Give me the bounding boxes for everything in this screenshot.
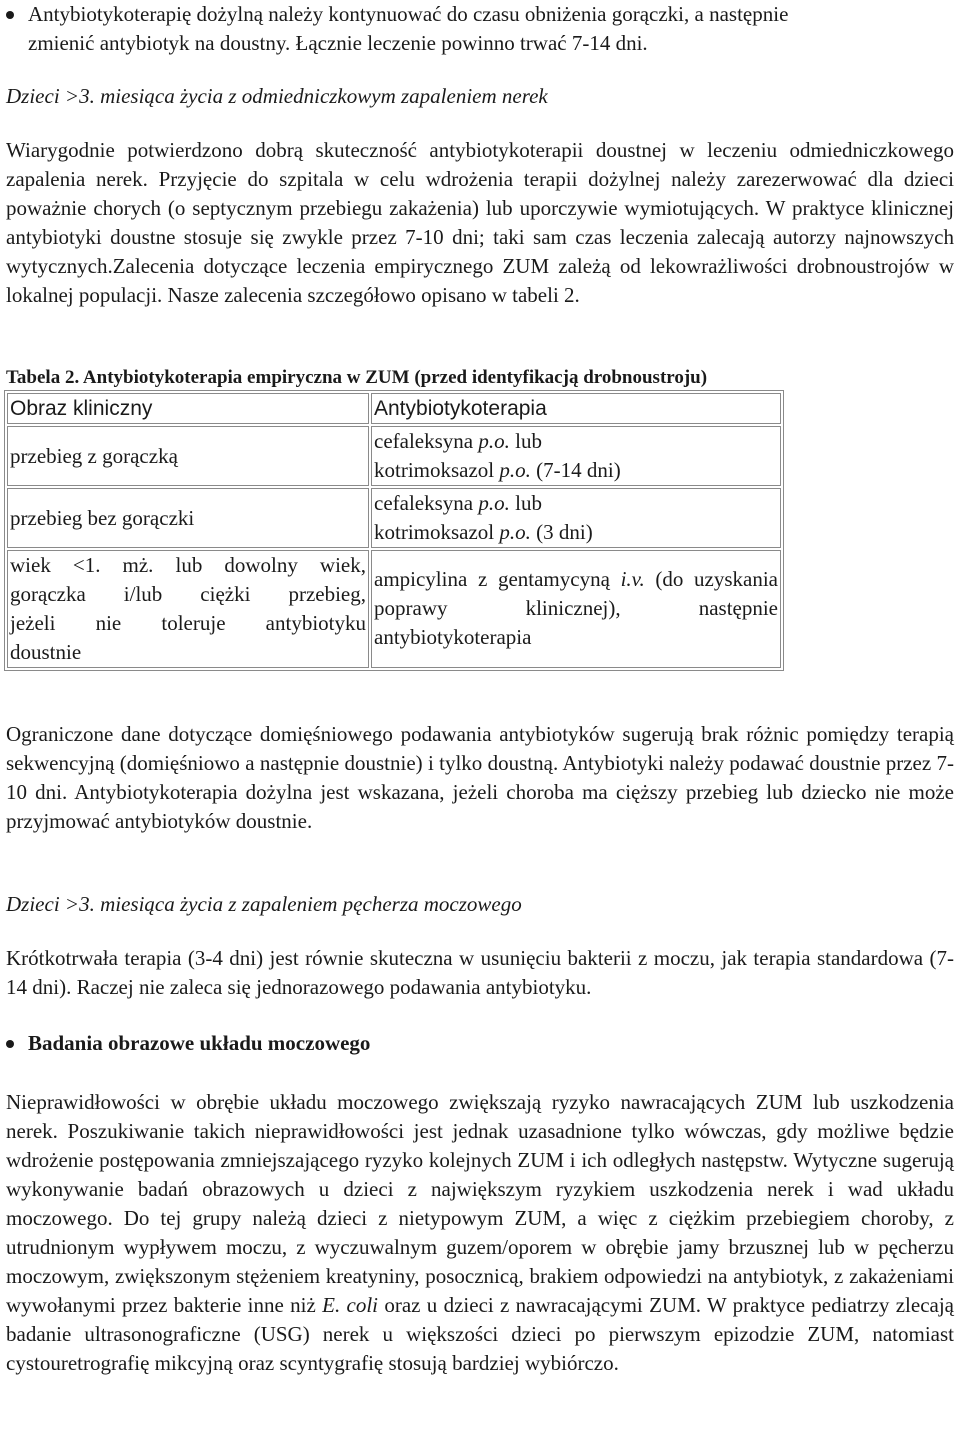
table-row	[7, 488, 781, 548]
therapy-line-2	[374, 456, 778, 485]
header-clinical-picture: Obraz kliniczny	[7, 393, 369, 424]
section-heading-pyelonephritis: Dzieci >3. miesiąca życia z odmiedniczkowym zapaleniem nerek	[6, 84, 548, 108]
paragraph-imaging	[6, 1088, 954, 1378]
cell-clinical	[7, 550, 369, 668]
clinical-line: jeżeli nie toleruje antybiotyku	[10, 611, 366, 635]
intro-line-2: zmienić antybiotyk na doustny. Łącznie leczenie powinno trwać 7-14 dni.	[28, 31, 648, 55]
paragraph-cystitis: Krótkotrwała terapia (3-4 dni) jest równie skuteczna w usunięciu bakterii z moczu, jak terapia standardowa (7-14 dni). Raczej nie zaleca się jednorazowego podawania antybiotyku.	[6, 946, 954, 999]
table-row	[7, 426, 781, 486]
section-heading-cystitis: Dzieci >3. miesiąca życia z zapaleniem pęcherza moczowego	[6, 892, 522, 916]
intro-bullet-text	[28, 0, 788, 58]
route-label: p.o.	[499, 458, 531, 482]
header-antibiotic-therapy: Antybiotykoterapia	[371, 393, 781, 424]
paragraph-text: oraz u dzieci z nawracającymi ZUM. W praktyce pediatrzy zlecają badanie ultrasonograficzne (USG) nerek u większości dzieci po pierwszym epizodzie ZUM, natomiast cystouretrografię mikcyjną oraz scyntygrafię stosują bardziej wybiórczo.	[6, 1293, 954, 1375]
species-name: E. coli	[322, 1293, 379, 1317]
section-heading-imaging: Badania obrazowe układu moczowego	[28, 1031, 371, 1055]
therapy-line-1	[374, 489, 778, 518]
intro-line-1: Antybiotykoterapię dożylną należy kontynuować do czasu obniżenia gorączki, a następnie	[28, 2, 789, 26]
therapy-table	[4, 390, 784, 671]
table-header-row	[7, 393, 781, 424]
drug-name: kotrimoksazol	[374, 520, 500, 544]
therapy-tail: lub	[509, 491, 542, 515]
cell-therapy	[371, 488, 781, 548]
section-heading-imaging-row	[4, 1029, 954, 1058]
cell-therapy	[371, 550, 781, 668]
intro-bullet	[4, 0, 954, 58]
therapy-tail: lub	[509, 429, 542, 453]
therapy-line-1	[374, 427, 778, 456]
clinical-line: doustnie	[10, 640, 82, 664]
route-label: p.o.	[478, 429, 510, 453]
clinical-line: wiek <1. mż. lub dowolny wiek,	[10, 553, 366, 577]
therapy-line-2	[374, 518, 778, 547]
bullet-icon	[6, 1040, 14, 1048]
paragraph-text: Nieprawidłowości w obrębie układu moczowego zwiększają ryzyko nawracających ZUM lub uszkodzenia nerek. Poszukiwanie takich nieprawidłowości jest jednak uzasadnione tylko wówczas, gdy możliwe będzie wdrożenie postępowania zmniejszającego ryzyko kolejnych ZUM i ich odległych następstw. Wytyczne sugerują wykonywanie badań obrazowych u dzieci z największym ryzykiem uszkodzenia nerek i wad układu moczowego. Do tej grupy należą dzieci z nietypowym ZUM, a więc z ciężkim przebiegiem choroby, z utrudnionym wypływem moczu, z wyczuwalnym guzem/oporem w obrębie jamy brzusznej lub w pęcherzu moczowym, zwiększonym stężeniem kreatyniny, posocznicą, brakiem odpowiedzi na antybiotyk, z zakażeniami wywołanymi przez bakterie inne niż	[6, 1090, 954, 1317]
therapy-text: ampicylina z gentamycyną	[374, 567, 621, 591]
drug-name: cefaleksyna	[374, 491, 479, 515]
paragraph-intramuscular: Ograniczone dane dotyczące domięśniowego podawania antybiotyków sugerują brak różnic pomiędzy terapią sekwencyjną (domięśniowo a następnie doustnie) i tylko doustną. Antybiotyki należy podawać doustnie przez 7-10 dni. Antybiotykoterapia dożylna jest wskazana, jeżeli choroba ma cięższy przebieg lub dziecko nie może przyjmować antybiotyków doustnie.	[6, 722, 954, 833]
drug-name: kotrimoksazol	[374, 458, 500, 482]
paragraph-pyelonephritis: Wiarygodnie potwierdzono dobrą skuteczność antybiotykoterapii doustnej w leczeniu odmiedniczkowego zapalenia nerek. Przyjęcie do szpitala w celu wdrożenia terapii dożylnej należy zarezerwować dla dzieci poważnie chorych (o septycznym przebiegu zakażenia) lub uporczywie wymiotujących. W praktyce klinicznej antybiotyki doustne stosuje się zwykle przez 7-10 dni; taki sam czas leczenia zalecają autorzy najnowszych wytycznych.Zalecenia dotyczące leczenia empirycznego ZUM zależą od lekowrażliwości drobnoustrojów w lokalnej populacji. Nasze zalecenia szczegółowo opisano w tabeli 2.	[6, 138, 954, 307]
therapy-text: (do uzyskania poprawy klinicznej), następnie antybiotykoterapia	[374, 567, 779, 649]
therapy-tail: (3 dni)	[530, 520, 593, 544]
table-row	[7, 550, 781, 668]
route-label: p.o.	[478, 491, 510, 515]
cell-clinical: przebieg z gorączką	[7, 426, 369, 486]
route-label: p.o.	[499, 520, 531, 544]
cell-therapy	[371, 426, 781, 486]
clinical-line: gorączka i/lub ciężki przebieg,	[10, 582, 366, 606]
bullet-icon	[6, 11, 14, 19]
cell-clinical: przebieg bez gorączki	[7, 488, 369, 548]
drug-name: cefaleksyna	[374, 429, 479, 453]
route-label: i.v.	[620, 567, 645, 591]
therapy-tail: (7-14 dni)	[530, 458, 621, 482]
table-caption: Tabela 2. Antybiotykoterapia empiryczna w ZUM (przed identyfikacją drobnoustroju)	[6, 367, 708, 388]
